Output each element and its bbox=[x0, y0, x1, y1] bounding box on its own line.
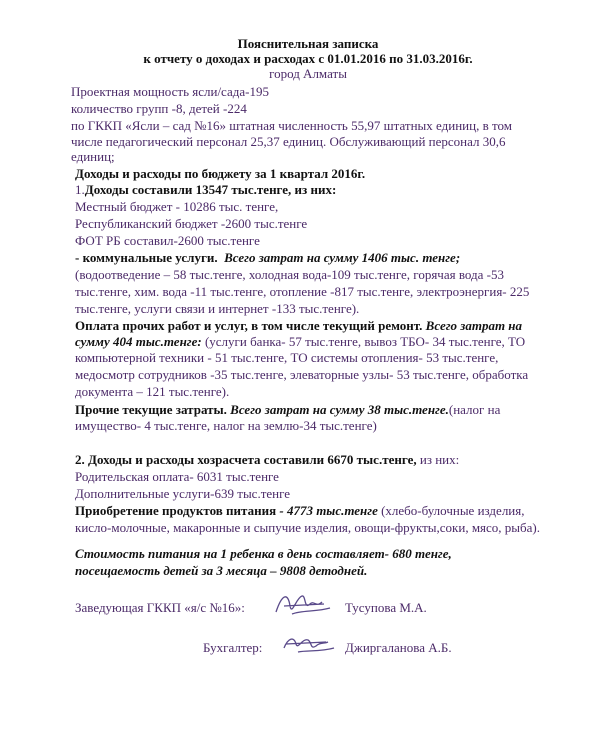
other-works-detail-4: документа – 121 тыс.тенге). bbox=[75, 384, 230, 399]
extra-services-line: Дополнительные услуги-639 тыс.тенге bbox=[75, 486, 291, 501]
accountant-title: Бухгалтер: bbox=[203, 640, 263, 655]
other-works-line-2: сумму 404 тыс.тенге: (услуги банка- 57 тыс.тенге, вывоз ТБО- 34 тыс.тенге, ТО bbox=[75, 334, 526, 349]
budget-heading: Доходы и расходы по бюджету за 1 квартал 2016г. bbox=[75, 166, 366, 181]
capacity-line: Проектная мощность ясли/сада-195 bbox=[71, 84, 269, 99]
head-name: Тусупова М.А. bbox=[345, 600, 427, 615]
parents-payment-line: Родительская оплата- 6031 тыс.тенге bbox=[75, 469, 279, 484]
local-budget-line: Местный бюджет - 10286 тыс. тенге, bbox=[75, 199, 279, 214]
staff-line-2: числе педагогический персонал 25,37 единиц. Обслуживающий персонал 30,6 bbox=[71, 134, 506, 149]
other-works-line: Оплата прочих работ и услуг, в том числе текущий ремонт. Всего затрат на bbox=[75, 318, 523, 333]
groups-line: количество групп -8, детей -224 bbox=[71, 101, 247, 116]
accountant-signature bbox=[280, 630, 338, 658]
current-costs-detail: имущество- 4 тыс.тенге, налог на землю-34 тыс.тенге) bbox=[75, 418, 377, 433]
accountant-name: Джиргаланова А.Б. bbox=[345, 640, 452, 655]
head-signature bbox=[272, 588, 334, 620]
utilities-detail-2: тыс.тенге, хим. вода -11 тыс.тенге, отопление -817 тыс.тенге, электроэнергия- 225 bbox=[75, 284, 530, 299]
document-title: Пояснительная записка bbox=[237, 36, 379, 51]
current-costs-line: Прочие текущие затраты. Всего затрат на сумму 38 тыс.тенге.(налог на bbox=[75, 402, 501, 417]
attendance-line: посещаемость детей за 3 месяца – 9808 детодней. bbox=[75, 563, 368, 578]
other-works-detail-2: компьютерной техники - 51 тыс.тенге, ТО системы отопления- 53 тыс.тенге, bbox=[75, 350, 499, 365]
utilities-detail-1: (водоотведение – 58 тыс.тенге, холодная вода-109 тыс.тенге, горячая вода -53 bbox=[75, 267, 504, 282]
other-works-detail-3: медосмотр сотрудников -35 тыс.тенге, элеваторные узлы- 53 тыс.тенге, обработка bbox=[75, 367, 529, 382]
food-detail: кисло-молочные, макаронные и сыпучие изделия, овощи-фрукты,соки, мясо, рыба). bbox=[75, 520, 541, 535]
budget-income-line: 1.Доходы составили 13547 тыс.тенге, из них: bbox=[75, 182, 337, 197]
selffin-heading: 2. Доходы и расходы хозрасчета составили 6670 тыс.тенге, из них: bbox=[75, 452, 460, 467]
city-line: город Алматы bbox=[269, 66, 347, 81]
staff-line-1: по ГККП «Ясли – сад №16» штатная численность 55,97 штатных единиц, в том bbox=[71, 118, 512, 133]
document-subtitle: к отчету о доходах и расходах с 01.01.2016 по 31.03.2016г. bbox=[143, 51, 473, 66]
utilities-line: - коммунальные услуги. Всего затрат на сумму 1406 тыс. тенге; bbox=[75, 250, 461, 265]
food-line: Приобретение продуктов питания - 4773 тыс.тенге (хлебо-булочные изделия, bbox=[75, 503, 525, 518]
fot-line: ФОТ РБ составил-2600 тыс.тенге bbox=[75, 233, 260, 248]
head-title: Заведующая ГККП «я/с №16»: bbox=[75, 600, 245, 615]
utilities-detail-3: тыс.тенге, услуги связи и интернет -133 тыс.тенге). bbox=[75, 301, 360, 316]
staff-line-3: единиц; bbox=[71, 149, 115, 164]
meal-cost-line: Стоимость питания на 1 ребенка в день составляет- 680 тенге, bbox=[75, 546, 452, 561]
republic-budget-line: Республиканский бюджет -2600 тыс.тенге bbox=[75, 216, 308, 231]
